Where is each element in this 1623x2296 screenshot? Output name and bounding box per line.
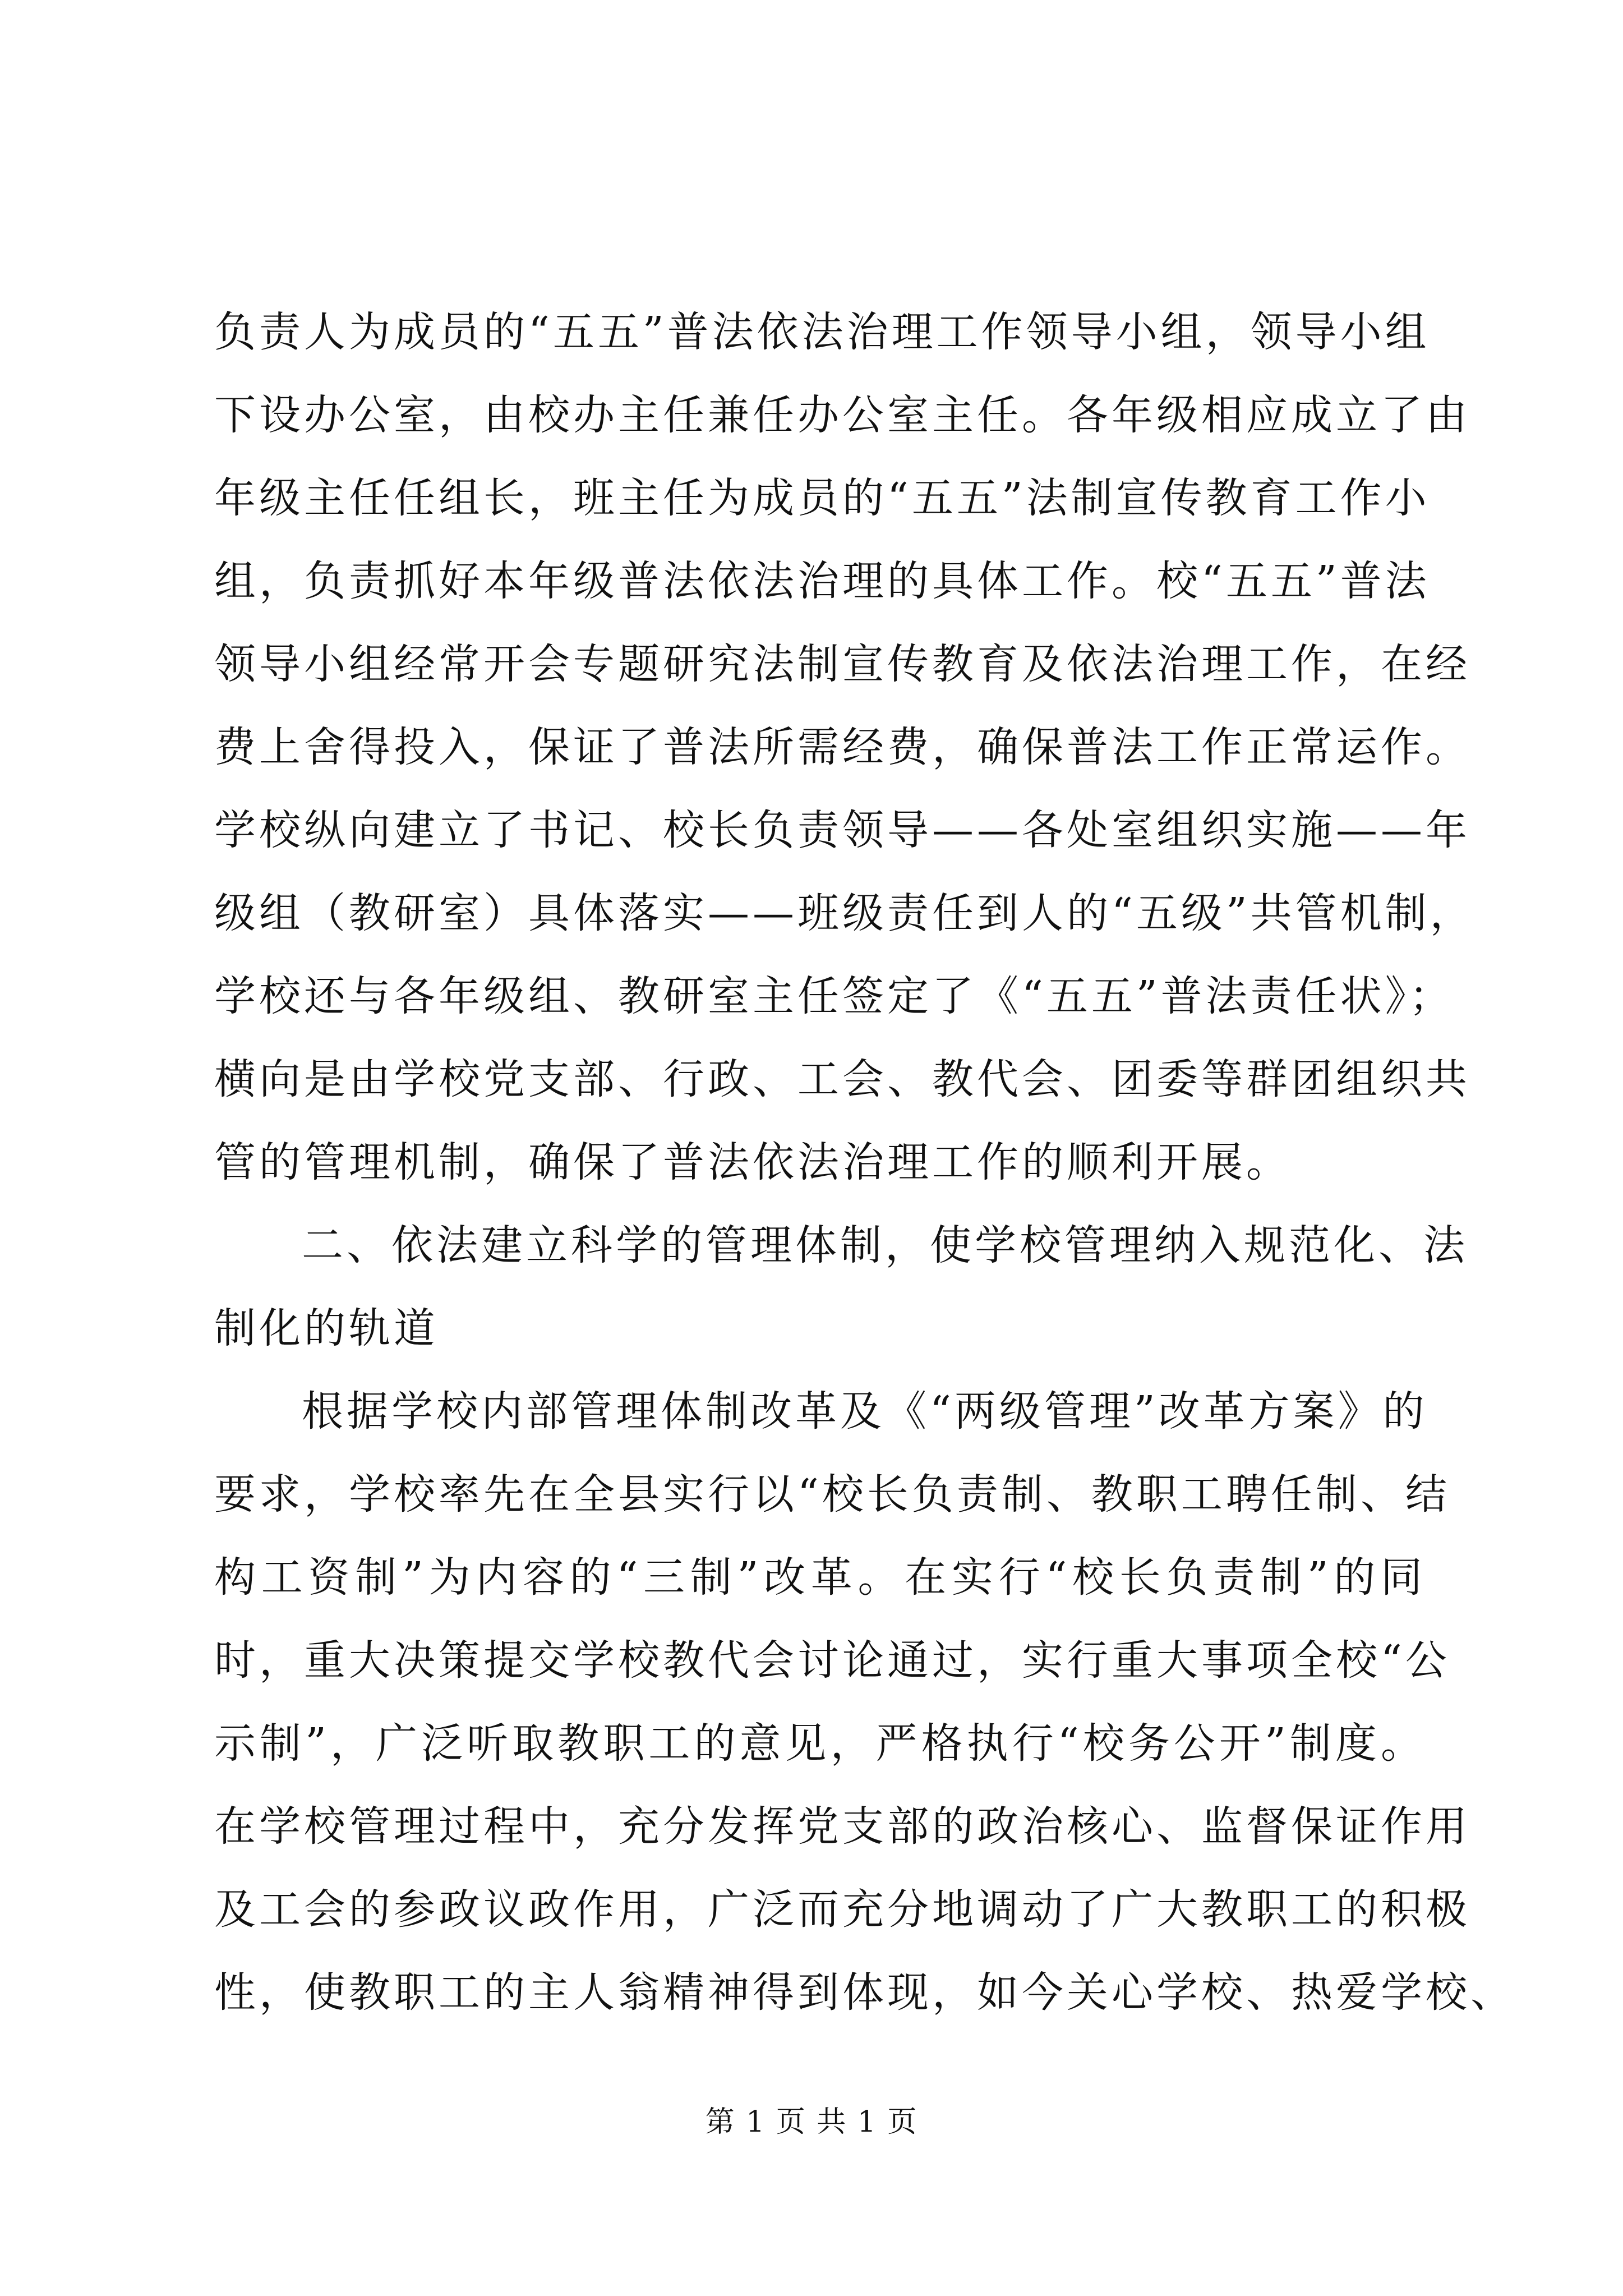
- text-line: 年级主任任组长，班主任为成员的“五五”法制宣传教育工作小: [214, 474, 1430, 522]
- text-line: 级组（教研室）具体落实——班级责任到人的“五级”共管机制，: [214, 889, 1475, 937]
- text-line: 构工资制”为内容的“三制”改革。在实行“校长负责制”的同: [214, 1553, 1426, 1602]
- text-line: 费上舍得投入，保证了普法所需经费，确保普法工作正常运作。: [214, 723, 1470, 771]
- text-line: 示制”，广泛听取教职工的意见，严格执行“校务公开”制度。: [214, 1719, 1426, 1768]
- text-line: 性，使教职工的主人翁精神得到体现，如今关心学校、热爱学校、: [214, 1968, 1515, 2017]
- text-line: 及工会的参政议政作用，广泛而充分地调动了广大教职工的积极: [214, 1885, 1470, 1934]
- text-line: 学校纵向建立了书记、校长负责领导——各处室组织实施——年: [214, 806, 1470, 854]
- text-line: 在学校管理过程中，充分发挥党支部的政治核心、监督保证作用: [214, 1802, 1470, 1851]
- text-line: 要求，学校率先在全县实行以“校长负责制、教职工聘任制、结: [214, 1470, 1450, 1519]
- text-line: 下设办公室，由校办主任兼任办公室主任。各年级相应成立了由: [214, 391, 1470, 439]
- page-number-footer: 第 1 页 共 1 页: [705, 2105, 918, 2139]
- text-line: 负责人为成员的“五五”普法依法治理工作领导小组，领导小组: [214, 308, 1430, 356]
- section-heading-line: 二、依法建立科学的管理体制，使学校管理纳入规范化、法: [302, 1221, 1468, 1269]
- text-line: 根据学校内部管理体制改革及《“两级管理”改革方案》的: [302, 1387, 1428, 1435]
- text-line: 管的管理机制，确保了普法依法治理工作的顺利开展。: [214, 1138, 1291, 1186]
- text-line: 学校还与各年级组、教研室主任签定了《“五五”普法责任状》；: [214, 972, 1454, 1020]
- text-line: 领导小组经常开会专题研究法制宣传教育及依法治理工作，在经: [214, 640, 1470, 688]
- text-line: 时，重大决策提交学校教代会讨论通过，实行重大事项全校“公: [214, 1636, 1450, 1685]
- body-text: [214, 291, 1515, 2034]
- text-line: 横向是由学校党支部、行政、工会、教代会、团委等群团组织共: [214, 1055, 1470, 1103]
- text-line: 组，负责抓好本年级普法依法治理的具体工作。校“五五”普法: [214, 557, 1430, 605]
- section-heading-line: 制化的轨道: [214, 1304, 439, 1352]
